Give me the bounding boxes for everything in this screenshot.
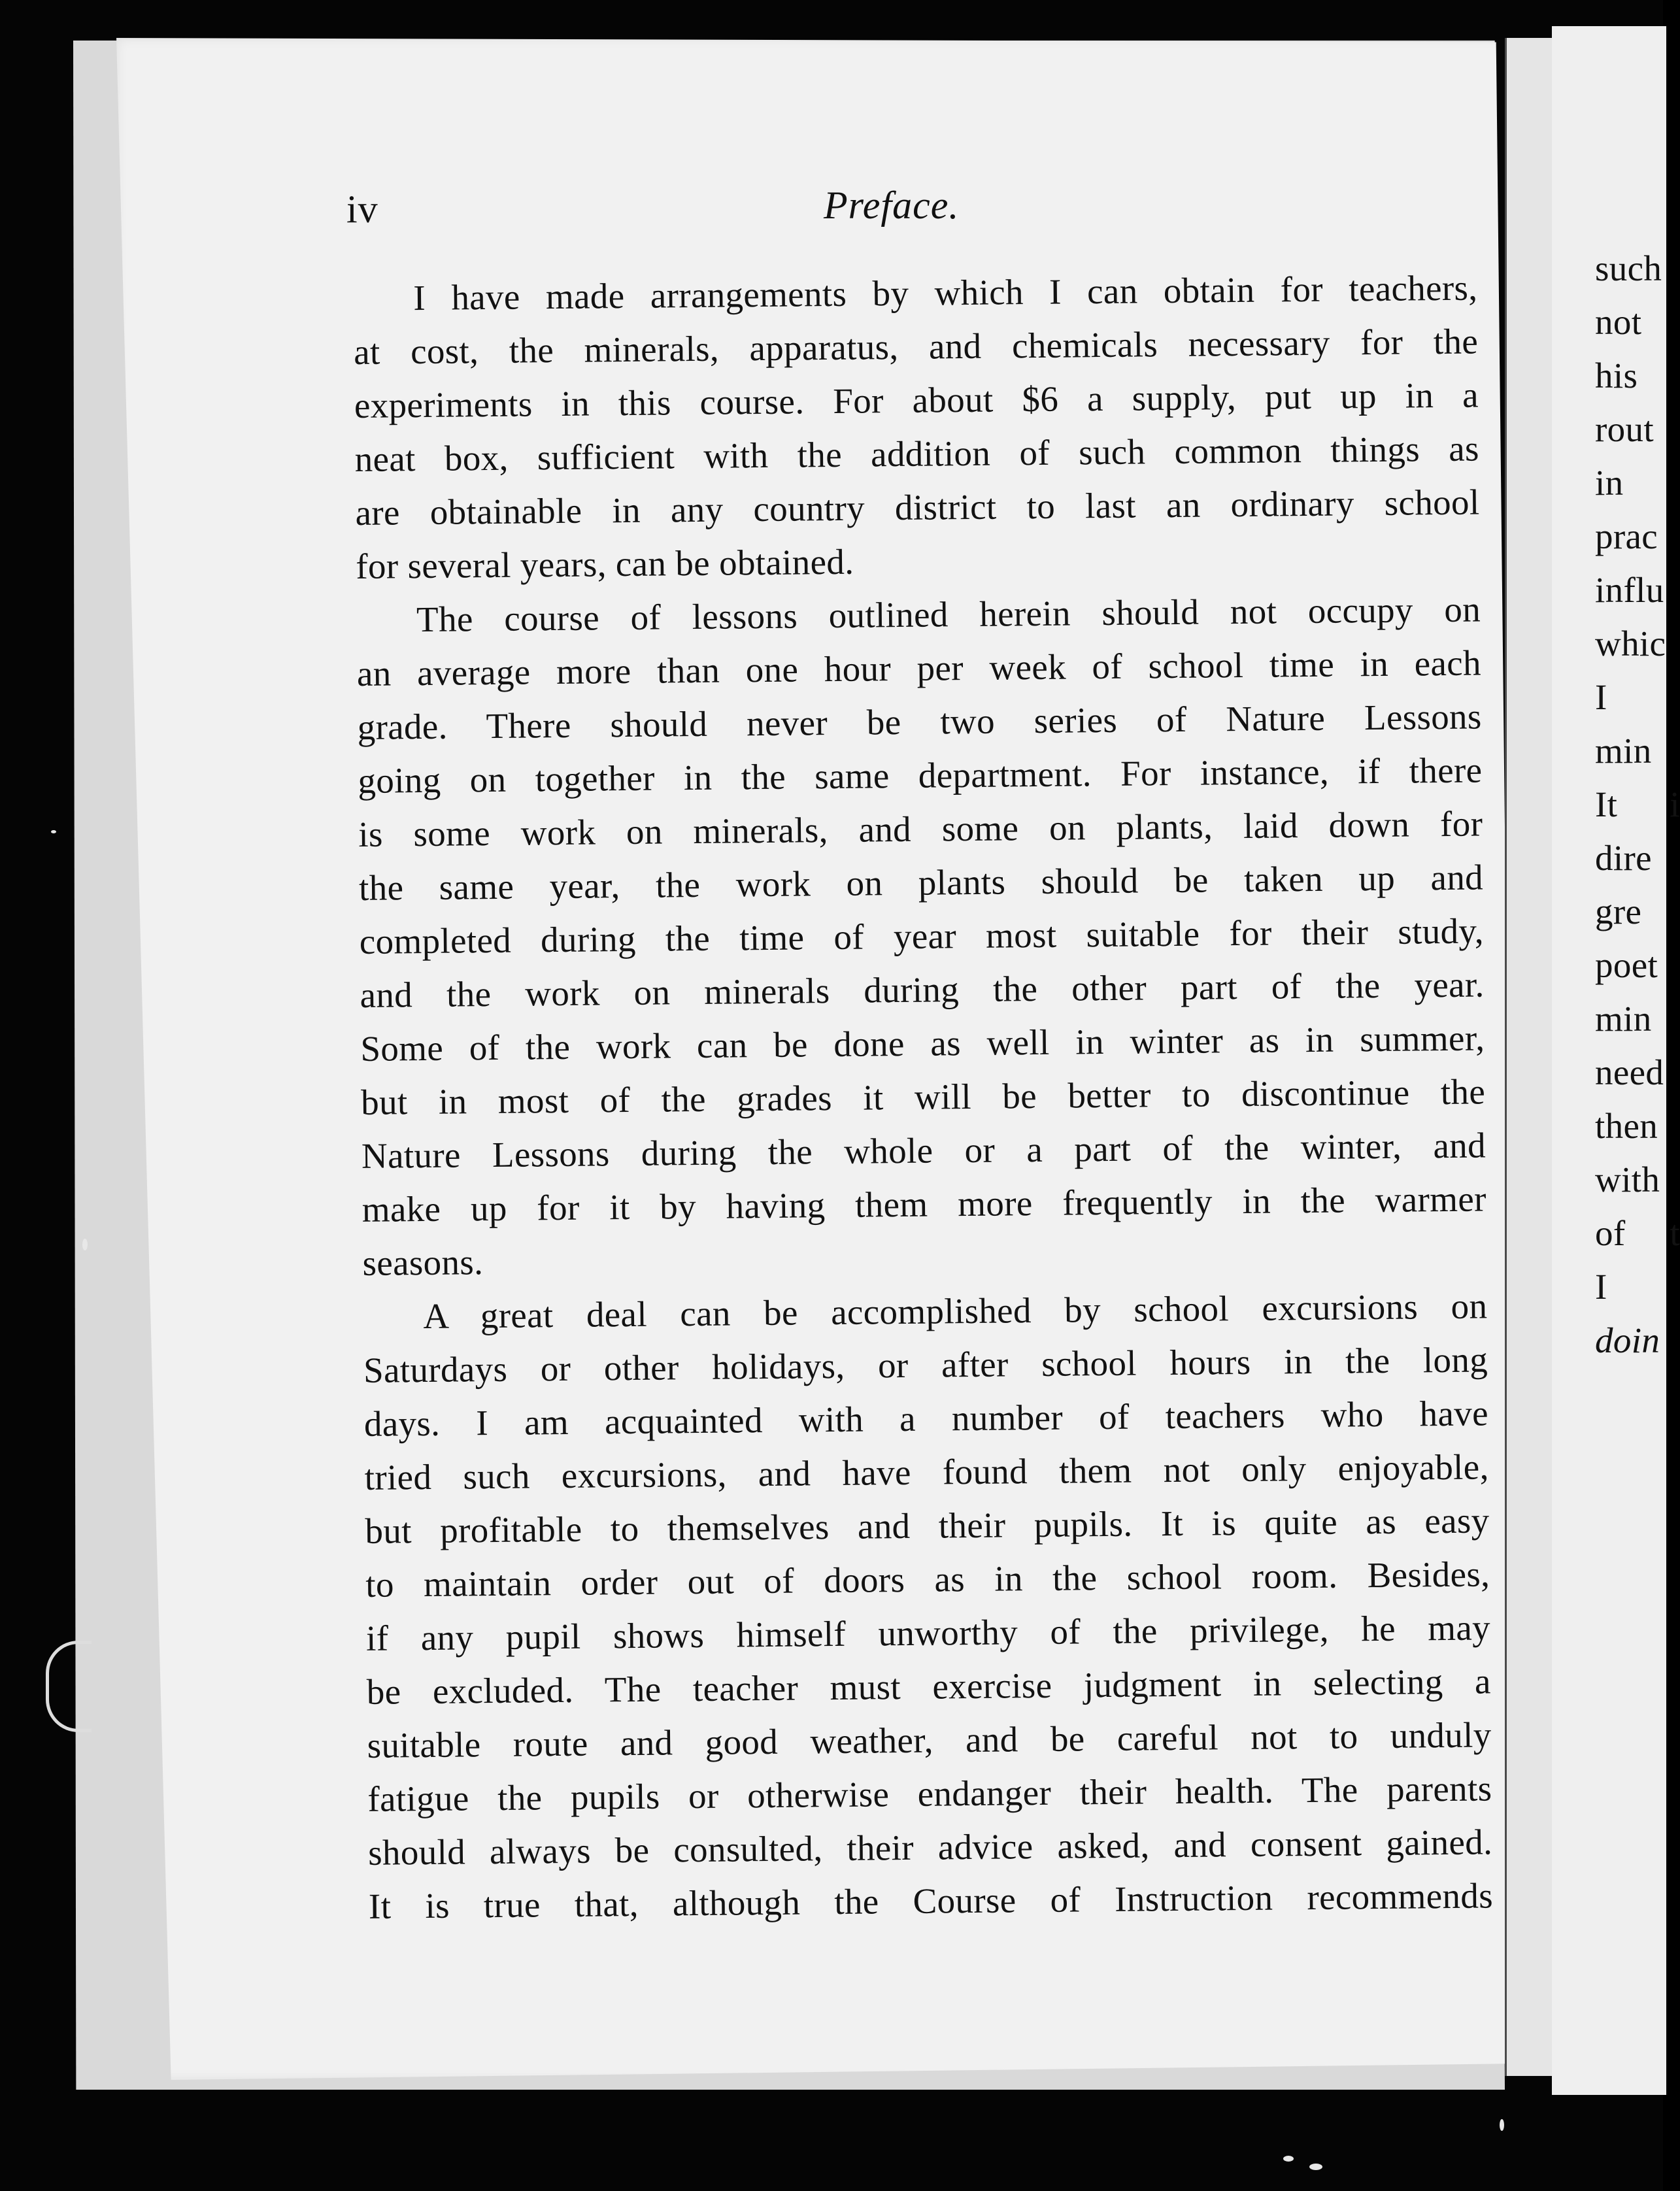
text-line: seasons. [362, 1242, 484, 1283]
facing-line: need [1595, 1052, 1664, 1092]
text-line: is some work on minerals, and some on plants, laid down for [358, 803, 1483, 854]
paragraph-3 [363, 1279, 1493, 1933]
text-line: at cost, the minerals, apparatus, and chemicals necessary for the [353, 321, 1479, 372]
text-line: The course of lessons outlined herein should not occupy on [416, 589, 1481, 640]
facing-line: such [1595, 248, 1662, 288]
text-line: make up for it by having them more frequently in the warmer [361, 1179, 1487, 1229]
text-line: tried such excursions, and have found them not only enjoyable, [364, 1447, 1489, 1497]
facing-line: I [1595, 1267, 1607, 1307]
text-line: I have made arrangements by which I can obtain for teachers, [413, 267, 1478, 318]
text-line: the same year, the work on plants should be taken up and [358, 857, 1484, 908]
paragraph-1 [353, 261, 1481, 593]
text-line: experiments in this course. For about $6 a supply, put up in a [354, 375, 1479, 426]
scan-speck [1309, 2164, 1322, 2170]
text-line: should always be consulted, their advice asked, and consent gained. [367, 1822, 1493, 1873]
scan-speck [82, 1239, 88, 1250]
facing-line: in [1595, 463, 1624, 503]
page-header [346, 183, 1477, 242]
scan-edge-mark [46, 1641, 92, 1732]
facing-line: rout [1595, 409, 1654, 449]
text-line: be excluded. The teacher must exercise judgment in selecting a [366, 1661, 1492, 1712]
facing-line: poet [1595, 945, 1658, 985]
text-line: but profitable to themselves and their pupils. It is quite as easy [365, 1500, 1490, 1551]
text-line: Nature Lessons during the whole or a part of the winter, and [361, 1125, 1487, 1176]
text-line: suitable route and good weather, and be careful not to unduly [367, 1714, 1492, 1765]
facing-line: I [1595, 677, 1607, 717]
text-line: It is true that, although the Course of Instruction recommends [368, 1875, 1494, 1926]
text-line: Saturdays or other holidays, or after school hours in the long [363, 1339, 1488, 1390]
text-line: if any pupil shows himself unworthy of the privilege, he may [365, 1607, 1491, 1658]
text-line: days. I am acquainted with a number of teachers who have [363, 1393, 1489, 1444]
scan-speck [51, 830, 56, 833]
facing-line: influ [1595, 570, 1664, 610]
text-line: fatigue the pupils or otherwise endanger their health. The parents [367, 1768, 1492, 1819]
facing-line: not [1595, 302, 1642, 342]
text-line: grade. There should never be two series of Nature Lessons [357, 696, 1482, 747]
facing-line: prac [1595, 516, 1658, 556]
paragraph-2 [356, 582, 1487, 1290]
preface-body-text [353, 261, 1493, 1933]
facing-line: then [1595, 1106, 1658, 1146]
facing-line: min [1595, 999, 1652, 1039]
page-number: iv [346, 188, 378, 231]
text-line: to maintain order out of doors as in the school room. Besides, [365, 1554, 1490, 1605]
text-line: are obtainable in any country district to last an ordinary school [355, 482, 1480, 533]
facing-line: dire [1595, 838, 1652, 878]
facing-line: of t [1595, 1213, 1680, 1253]
facing-line: doin [1595, 1320, 1660, 1360]
facing-line: his [1595, 356, 1638, 395]
text-line: Some of the work can be done as well in winter as in summer, [360, 1018, 1485, 1069]
facing-line: min [1595, 731, 1652, 771]
text-line: completed during the time of year most suitable for their study, [359, 911, 1485, 962]
text-line: an average more than one hour per week of school time in each [356, 643, 1482, 694]
facing-line: whic [1595, 624, 1666, 663]
facing-line: with [1595, 1160, 1660, 1199]
text-line: A great deal can be accomplished by school excursions on [423, 1286, 1488, 1337]
running-head: Preface. [824, 184, 960, 227]
text-line: for several years, can be obtained. [356, 541, 854, 586]
text-line: going on together in the same department. For instance, if there [358, 750, 1483, 801]
facing-line: It i [1595, 784, 1680, 824]
facing-page-text-fragments [1595, 242, 1680, 1367]
facing-line: gre [1595, 892, 1642, 931]
scan-speck [1283, 2156, 1294, 2162]
text-line: but in most of the grades it will be better to discontinue the [360, 1071, 1486, 1122]
scan-speck [1500, 2119, 1504, 2131]
text-line: and the work on minerals during the other part of the year. [360, 964, 1485, 1015]
text-line: neat box, sufficient with the addition of such common things as [354, 428, 1479, 479]
